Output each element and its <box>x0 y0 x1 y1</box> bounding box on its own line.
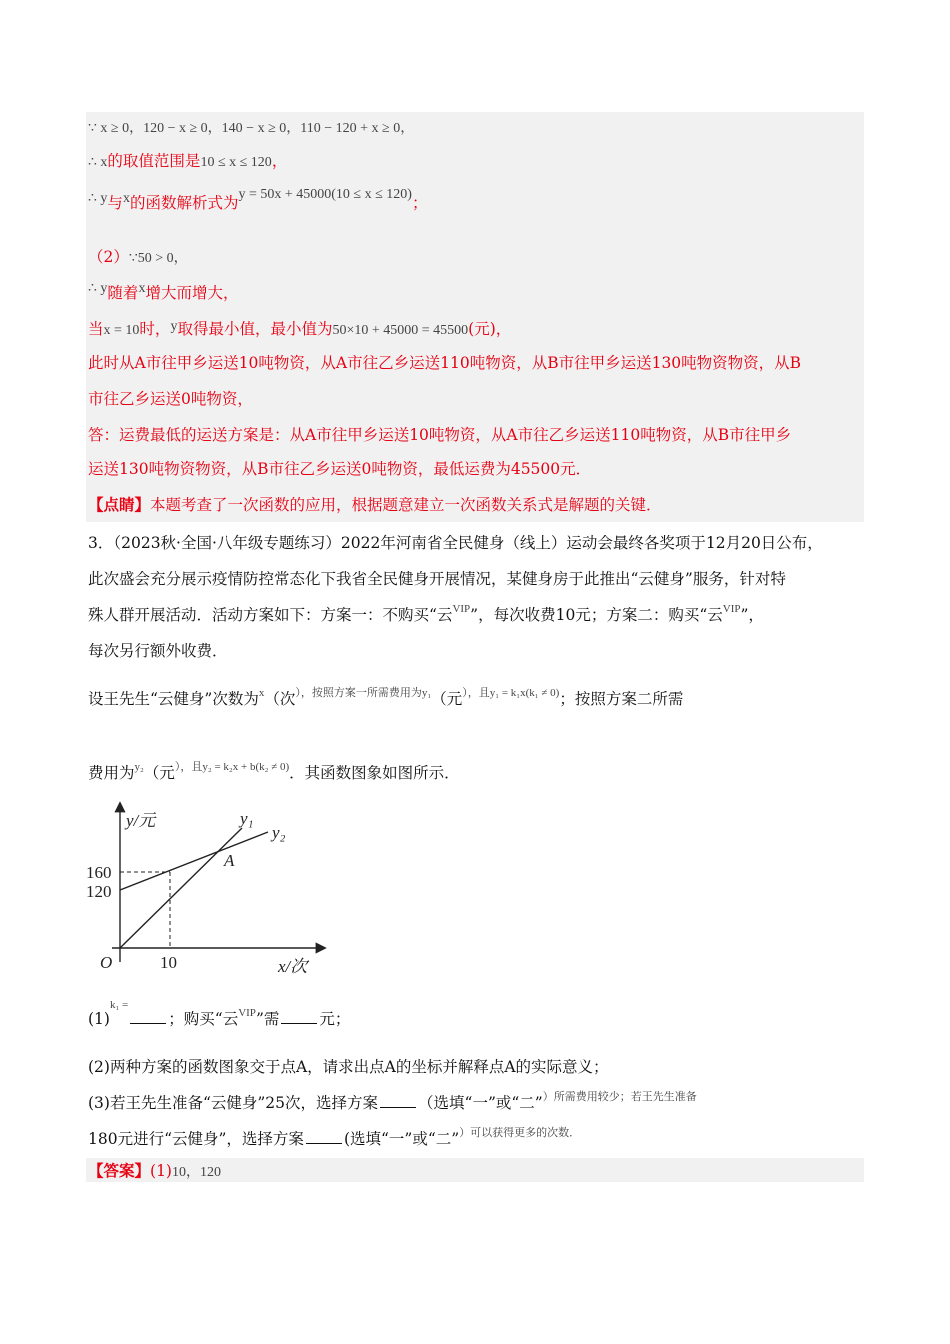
problem-line-5: 设王先生“云健身”次数为$^x$（次$^{),按照方案一所需费用为y_1}$（元$^{),且y_1 = k_1x(k_1 \ne 0)}$；按照方案二所需 <box>88 687 684 708</box>
solution-line-2: ∴ x的取值范围是10 ≤ x ≤ 120， <box>88 152 288 170</box>
answer-blank-plan-180[interactable] <box>306 1129 342 1144</box>
tick-120: 120 <box>86 882 112 901</box>
answer-blank-k1[interactable] <box>130 1009 166 1024</box>
function-graph <box>84 800 344 980</box>
origin-label: O <box>100 953 113 972</box>
problem-line-4: 每次另行额外收费． <box>88 642 228 660</box>
tick-10: 10 <box>160 953 177 972</box>
solution-line-11: 【点睛】本题考查了一次函数的应用，根据题意建立一次函数关系式是解题的关键． <box>88 495 662 514</box>
line-y1 <box>120 828 242 948</box>
question-1: $(1)^{k_1 =}$；购买“云$^{VIP}$”需 元； <box>88 999 351 1028</box>
solution-line-10: 运送130吨物资物资，从B市往乙乡运送0吨物资，最低运费为45500元． <box>88 460 592 478</box>
problem-line-1: 3．（2023秋·全国·八年级专题练习）2022年河南省全民健身（线上）运动会最终各奖项于12月20日公布， <box>88 534 823 552</box>
answer-blank-vip-price[interactable] <box>281 1009 317 1024</box>
answer-blank-plan-25[interactable] <box>380 1093 416 1108</box>
y2-label: y₂ <box>272 823 286 842</box>
solution-line-7: 此时从A市往甲乡运送10吨物资，从A市往乙乡运送110吨物资，从B市往甲乡运送130吨物资物资，从B <box>88 354 802 372</box>
solution-line-3: ∴ y与x的函数解析式为y = 50x + 45000(10 ≤ x ≤ 120)； <box>88 187 428 212</box>
tick-160: 160 <box>86 863 112 882</box>
solution-line-4: （2）∵50 > 0， <box>88 248 188 266</box>
line-y2 <box>120 832 268 890</box>
solution-line-5: ∴ y随着x增大而增大， <box>88 281 239 302</box>
x-axis-label: x/次 <box>278 957 308 976</box>
problem-line-2: 此次盛会充分展示疫情防控常态化下我省全民健身开展情况，某健身房于此推出“云健身”服务，针对特 <box>88 570 786 588</box>
question-2: (2)两种方案的函数图象交于点A，请求出点A的坐标并解释点A的实际意义； <box>88 1058 609 1076</box>
solution-line-6: 当x = 10时，y取得最小值，最小值为50×10 + 45000 = 45500(元)， <box>88 319 512 338</box>
solution-line-8: 市往乙乡运送0吨物资， <box>88 390 253 408</box>
solution-line-1: ∵ x ≥ 0，120 − x ≥ 0，140 − x ≥ 0，110 − 120 + x ≥ 0， <box>88 121 415 136</box>
y-axis-label: y/元 <box>126 811 156 830</box>
problem-line-6: 费用为$^{y_2}$（元$^{),且y_2 = k_2x + b(k_2 \ne 0)}$．其函数图象如图所示． <box>88 761 460 782</box>
y1-label: y₁ <box>240 809 254 828</box>
solution-line-9: 答：运费最低的运送方案是：从A市往甲乡运送10吨物资，从A市往乙乡运送110吨物资，从B市往甲乡 <box>88 426 792 444</box>
question-3-cont: 180元进行“云健身”，选择方案 (选填“一”或“二”$^{)可以获得更多的次数.}$ <box>88 1127 581 1148</box>
problem-line-3: 殊人群开展活动．活动方案如下：方案一：不购买“云$^{VIP}$”，每次收费10元；方案二：购买“云$^{VIP}$”， <box>88 603 764 624</box>
point-a-label: A <box>224 851 235 870</box>
answer-line: 【答案】(1)10，120 <box>88 1161 221 1180</box>
question-3: (3)若王先生准备“云健身”25次，选择方案 （选填“一”或“二”$^{)所需费用较少;若王先生准备}$ <box>88 1091 697 1112</box>
